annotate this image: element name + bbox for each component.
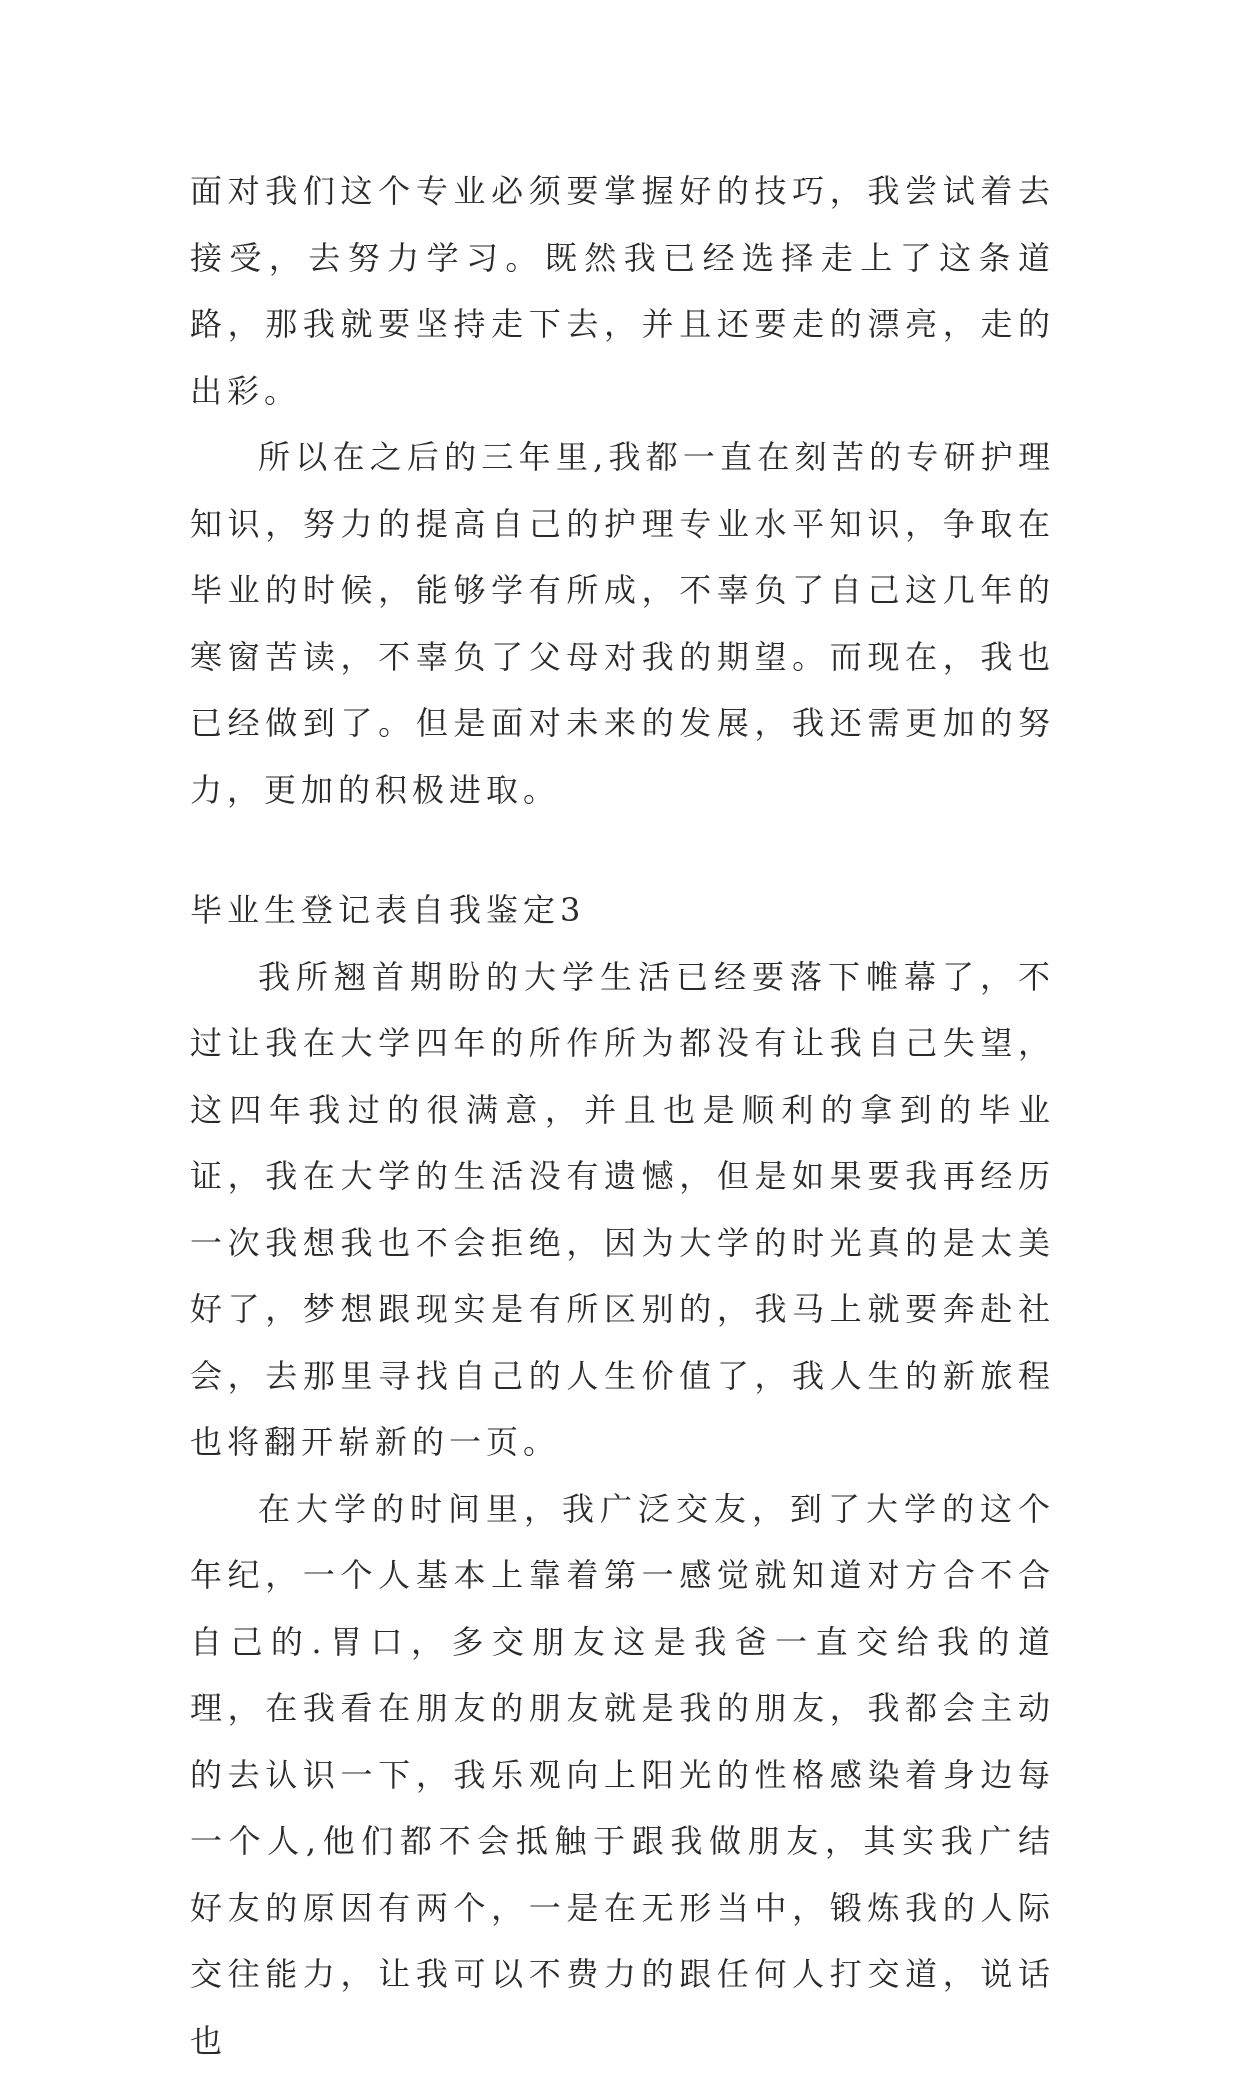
paragraph-2: 所以在之后的三年里,我都一直在刻苦的专研护理知识，努力的提高自己的护理专业水平知识，争取在毕业的时候，能够学有所成，不辜负了自己这几年的寒窗苦读，不辜负了父母对我的期望。而现在，我也已经做到了。但是面对未来的发展，我还需更加的努力，更加的积极进取。 [190, 424, 1055, 823]
paragraph-3: 我所翘首期盼的大学生活已经要落下帷幕了，不过让我在大学四年的所作所为都没有让我自己失望，这四年我过的很满意，并且也是顺利的拿到的毕业证，我在大学的生活没有遗憾，但是如果要我再经历一次我想我也不会拒绝，因为大学的时光真的是太美好了，梦想跟现实是有所区别的，我马上就要奔赴社会，去那里寻找自己的人生价值了，我人生的新旅程也将翻开崭新的一页。 [190, 944, 1055, 1476]
section-title: 毕业生登记表自我鉴定3 [190, 877, 1055, 944]
document-page [190, 158, 1055, 2074]
paragraph-4: 在大学的时间里，我广泛交友，到了大学的这个年纪，一个人基本上靠着第一感觉就知道对方合不合自己的.胃口，多交朋友这是我爸一直交给我的道理，在我看在朋友的朋友就是我的朋友，我都会主动的去认识一下，我乐观向上阳光的性格感染着身边每一个人,他们都不会抵触于跟我做朋友，其实我广结好友的原因有两个，一是在无形当中，锻炼我的人际交往能力，让我可以不费力的跟任何人打交道，说话也 [190, 1476, 1055, 2074]
paragraph-1: 面对我们这个专业必须要掌握好的技巧，我尝试着去接受，去努力学习。既然我已经选择走上了这条道路，那我就要坚持走下去，并且还要走的漂亮，走的出彩。 [190, 158, 1055, 424]
